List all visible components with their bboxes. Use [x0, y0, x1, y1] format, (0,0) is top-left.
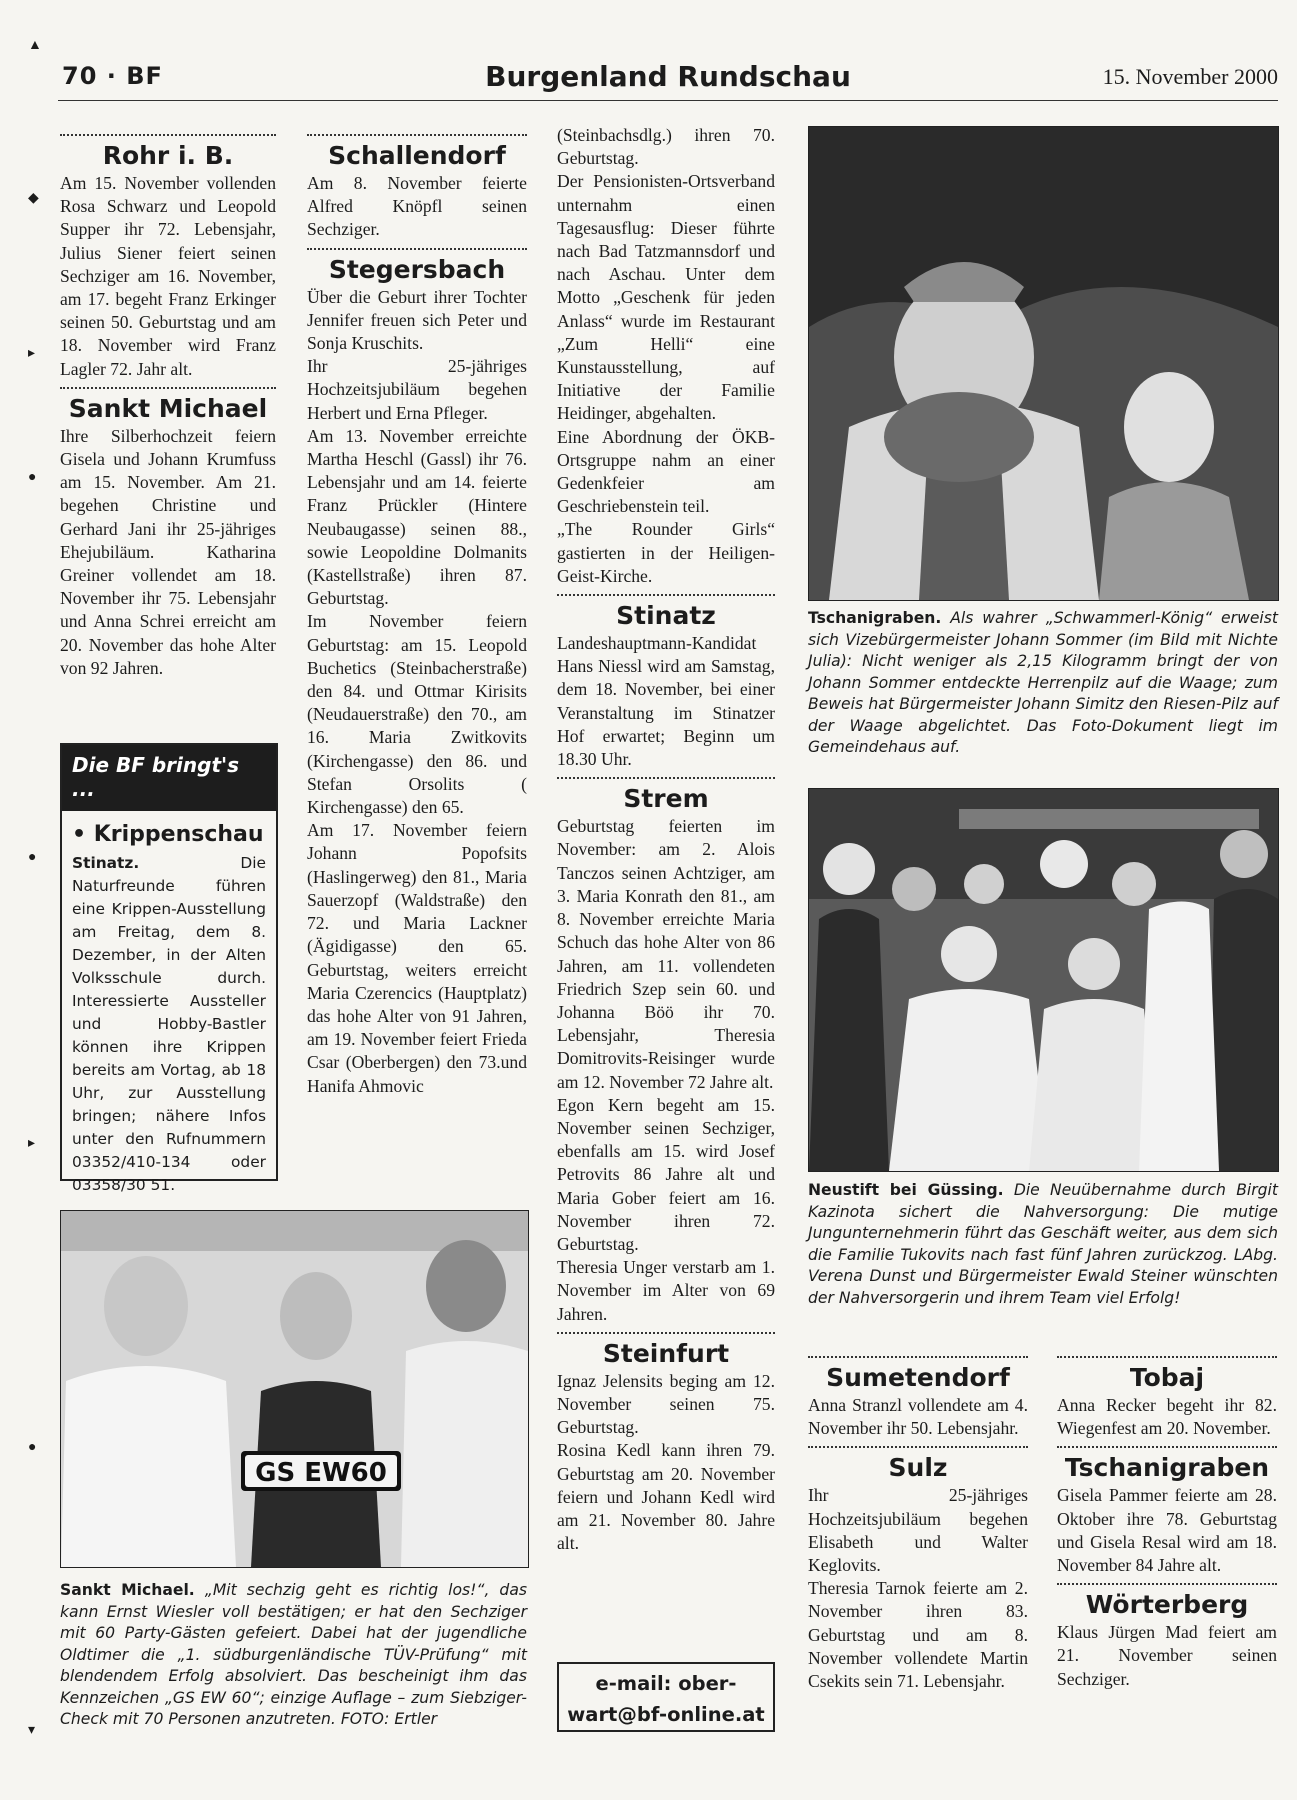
column-2: [307, 126, 527, 1098]
article-stegersbach-p5: Am 17. November feiern Johann Popofsits (Haslingerweg) den 81., Maria Sauerzopf (Waldstraße) den 72. und Maria Lackner (Ägidigasse) den 65. Geburtstag, weiters erreicht Maria Czerencics (Hauptplatz) das hohe Alter von 91 Jahren, am 19. November feiert Frieda Csar (Oberbergen) den 73.und Hanifa Ahmovic: [307, 820, 527, 1096]
divider: [808, 1356, 1028, 1358]
article-stegersbach-p7: Eine Abordnung der ÖKB-Ortsgruppe nahm an einer Gedenkfeier am Geschriebenstein teil.: [557, 426, 775, 517]
info-box-text: Die Naturfreunde führen eine Krippen-Ausstellung am Freitag, dem 8. Dezember, in der Alten Volksschule durch. Interessierte Aussteller und Hobby-Bastler können ihre Krippen bereits am Vortag, ab 18 Uhr, zur Ausstellung bringen; nähere Infos unter den Rufnummern 03352/410-134 oder 03358/30 51.: [72, 854, 266, 1194]
caption-text: Die Neuübernahme durch Birgit Kazinota sichert die Nahversorgung: Die mutige Jungunternehmerin führt das Geschäft weiter, aus dem sich die Familie Tukovits nach fast fünf Jahren zurückzog. LAbg. Verena Dunst und Bürgermeister Ewald Steiner wünschten der Nahversorgerin und ihrem Team viel Erfolg!: [808, 1181, 1278, 1307]
info-box-heading: • Krippenschau: [72, 822, 264, 847]
caption-place: Tschanigraben.: [808, 609, 942, 627]
heading-sulz: Sulz: [888, 1453, 948, 1483]
caption-place: Sankt Michael.: [60, 1581, 195, 1599]
caption-text: Als wahrer „Schwammerl-König“ erweist sich Vizebürgermeister Johann Sommer (im Bild mit Nichte Julia): Nicht weniger als 2,15 Kilogramm bringt der von Johann Sommer entdeckte Herrenpilz auf die Waage; zum Beweis hat Bürgermeister Johann Simitz den Riesen-Pilz auf der Waage abgelichtet. Das Foto-Dokument liegt im Gemeindehaus auf.: [808, 609, 1278, 756]
heading-stinatz: Stinatz: [616, 601, 716, 631]
article-tschanigraben: Gisela Pammer feierte am 28. Oktober ihre 78. Geburtstag und Gisela Resal wird am 18. November 84 Jahre alt.: [1057, 1485, 1277, 1576]
info-box-band: Die BF bringt's ...: [62, 745, 276, 811]
divider: [557, 777, 775, 779]
caption-mushroom: [808, 608, 1278, 759]
article-tobaj: Anna Recker begeht ihr 82. Wiegenfest am 20. November.: [1057, 1395, 1277, 1439]
photo-birthday: [60, 1210, 529, 1568]
article-sulz-p2: Theresia Tarnok feierte am 2. November ihren 83. Geburtstag und am 8. November vollendete Martin Csekits sein 71. Lebensjahr.: [808, 1578, 1028, 1692]
article-strem-p1: Geburtstag feierten im November: am 2. Alois Tanczos seinen Achtziger, am 3. Maria Konrath den 81., am 8. November erreichte Maria Schuch das hohe Alter von 86 Jahren, am 11. vollendeten Friedrich Szep sein 60. und Johanna Böö ihr 70. Lebensjahr, Theresia Domitrovits-Reisinger wurde am 12. November 72 Jahre alt.: [557, 816, 775, 1092]
heading-stegersbach: Stegersbach: [328, 254, 506, 284]
article-steinfurt-p1: Ignaz Jelensits beging am 12. November seinen 75. Geburtstag.: [557, 1370, 775, 1438]
article-stinatz: Landeshauptmann-Kandidat Hans Niessl wird am Samstag, dem 18. November, bei einer Veranstaltung im Stinatzer Hof erwartet; Beginn um 18.30 Uhr.: [557, 633, 775, 770]
email-line-1: e-mail: ober-: [595, 1672, 737, 1695]
photo-shop-illustration: [809, 789, 1278, 1171]
caption-place: Neustift bei Güssing.: [808, 1181, 1004, 1199]
header-rule: [58, 100, 1278, 101]
photo-birthday-illustration: [61, 1211, 528, 1567]
heading-sankt-michael: Sankt Michael: [68, 393, 268, 423]
email-line-2: wart@bf-online.at: [567, 1703, 765, 1726]
article-schallendorf: Am 8. November feierte Alfred Knöpfl seinen Sechziger.: [307, 173, 527, 240]
divider: [1057, 1583, 1277, 1585]
divider: [1057, 1446, 1277, 1448]
margin-mark: ●: [28, 850, 37, 865]
article-stegersbach-p1: Über die Geburt ihrer Tochter Jennifer freuen sich Peter und Sonja Kruschits.: [307, 286, 527, 354]
newspaper-title: Burgenland Rundschau: [485, 60, 851, 93]
caption-birthday: [60, 1580, 527, 1731]
article-stegersbach-p2: Ihr 25-jähriges Hochzeitsjubiläum begehen Herbert und Erna Pfleger.: [307, 356, 527, 423]
heading-strem: Strem: [623, 784, 709, 814]
column-1: [60, 126, 276, 680]
divider: [1057, 1356, 1277, 1358]
article-strem-p2: Egon Kern begeht am 15. November seinen Sechziger, ebenfalls am 15. wird Josef Petrovits 86 Jahre alt und Maria Gober feiert am 16. November ihren 72. Geburtstag.: [557, 1094, 775, 1254]
page-number: 70 · BF: [62, 62, 163, 90]
photo-mushroom-king: [808, 126, 1279, 601]
article-steinfurt-p2: Rosina Kedl kann ihren 79. Geburtstag am 20. November feiern und Johann Kedl wird am 21. November 80. Jahre alt.: [557, 1440, 775, 1554]
heading-tobaj: Tobaj: [1129, 1363, 1205, 1392]
info-box-body: [62, 811, 276, 1205]
info-box: [60, 743, 278, 1194]
divider: [808, 1446, 1028, 1448]
photo-shop-team: [808, 788, 1279, 1172]
license-plate-text: GS EW60: [255, 1458, 387, 1488]
margin-mark: ●: [28, 1440, 37, 1455]
caption-text: „Mit sechzig geht es richtig los!“, das kann Ernst Wiesler voll bestätigen; er hat den Sechziger mit 60 Party-Gästen gefeiert. Dabei hat der jugendliche Oldtimer die „1. südburgenländische TÜV-Prüfung“ mit blendendem Erfolg absolviert. Das bescheinigt ihm das Kennzeichen „GS EW 60“; einzige Auflage – zum Siebziger-Check mit 70 Personen anzutreten. FOTO: Ertler: [60, 1581, 527, 1728]
divider: [557, 594, 775, 596]
divider: [307, 248, 527, 250]
heading-tschanigraben: Tschanigraben: [1064, 1453, 1270, 1483]
info-box-place: Stinatz.: [72, 854, 140, 872]
article-woerterberg: Klaus Jürgen Mad feiert am 21. November seinen Sechziger.: [1057, 1622, 1277, 1689]
email-box[interactable]: [557, 1662, 775, 1732]
heading-schallendorf: Schallendorf: [328, 141, 506, 170]
article-stegersbach-cont: (Steinbachsdlg.) ihren 70. Geburtstag.: [557, 125, 775, 169]
divider: [60, 387, 276, 389]
margin-mark: ●: [28, 470, 37, 485]
heading-woerterberg: Wörterberg: [1085, 1590, 1249, 1620]
divider: [60, 134, 276, 136]
caption-shop: [808, 1180, 1278, 1309]
divider: [307, 134, 527, 136]
article-sankt-michael: Ihre Silberhochzeit feiern Gisela und Johann Krumfuss am 15. November. Am 21. begehen Christine und Gerhard Jani ihr 25-jähriges Ehejubiläum. Katharina Greiner vollendet am 18. November ihr 75. Lebensjahr und Anna Schrei erreicht am 20. November das hohe Alter von 92 Jahren.: [60, 425, 276, 678]
article-strem-p3: Theresia Unger verstarb am 1. November im Alter von 69 Jahren.: [557, 1257, 775, 1324]
divider: [557, 1332, 775, 1334]
heading-rohr: Rohr i. B.: [102, 141, 234, 170]
article-stegersbach-p4: Im November feiern Geburtstag: am 15. Leopold Buchetics (Steinbacherstraße) den 84. und Ottmar Kirisits (Neudauerstraße) den 70., am 16. Maria Zwitkovits (Kirchengasse) den 86. und Stefan Orsolits ( Kirchengasse) den 65.: [307, 611, 527, 818]
column-3: [557, 124, 775, 1555]
margin-mark: ▾: [28, 1723, 36, 1738]
article-stegersbach-p6: Der Pensionisten-Ortsverband unternahm einen Tagesausflug: Dieser führte nach Bad Tatzmannsdorf und nach Aschau. Unter dem Motto „Geschenk für jeden Anlass“ wurde im Restaurant „Zum Helli“ eine Kunstausstellung, auf Initiative der Familie Heidinger, abgehalten.: [557, 171, 775, 424]
article-stegersbach-p8: „The Rounder Girls“ gastierten in der Heiligen-Geist-Kirche.: [557, 519, 775, 586]
margin-mark: ▸: [28, 1136, 36, 1151]
page-header: [58, 60, 1278, 98]
heading-steinfurt: Steinfurt: [602, 1338, 730, 1368]
article-sulz-p1: Ihr 25-jähriges Hochzeitsjubiläum begehen Elisabeth und Walter Keglovits.: [808, 1485, 1028, 1576]
photo-mushroom-illustration: [809, 127, 1278, 600]
margin-mark: ◆: [28, 191, 39, 206]
article-stegersbach-p3: Am 13. November erreichte Martha Heschl (Gassl) ihr 76. Lebensjahr und am 14. feierte Franz Prückler (Hintere Neubaugasse) seinen 88., sowie Leopoldine Dolmanits (Kastellstraße) ihren 87. Geburtstag.: [307, 425, 527, 609]
heading-sumetendorf: Sumetendorf: [826, 1363, 1010, 1392]
column-5: [1057, 1350, 1277, 1691]
issue-date: 15. November 2000: [1102, 64, 1278, 89]
margin-mark: ▲: [28, 38, 42, 53]
article-sumetendorf: Anna Stranzl vollendete am 4. November ihr 50. Lebensjahr.: [808, 1395, 1028, 1439]
column-4: [808, 1350, 1028, 1693]
article-rohr: Am 15. November vollenden Rosa Schwarz und Leopold Supper ihr 72. Lebensjahr, Julius Siener feiert seinen Sechziger am 16. November, am 17. begeht Franz Erkinger seinen 50. Geburtstag und am 18. November wird Franz Lagler 72. Jahr alt.: [60, 173, 276, 379]
margin-mark: ▸: [28, 346, 36, 361]
